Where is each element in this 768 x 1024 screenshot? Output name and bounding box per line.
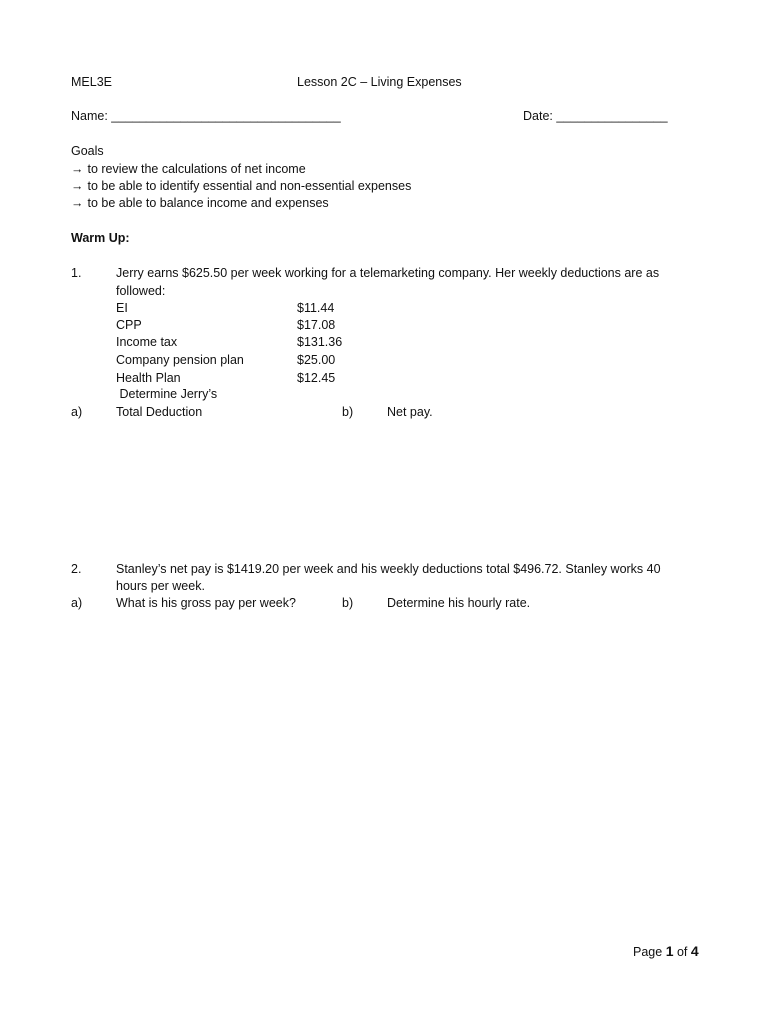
deduction-amount: $25.00 <box>297 353 336 367</box>
deduction-amount: $11.44 <box>297 301 335 315</box>
deduction-label: Health Plan <box>116 371 181 385</box>
q1-part-a-text: Total Deduction <box>116 405 203 419</box>
q2-text-line1: Stanley’s net pay is $1419.20 per week and his weekly deductions total $496.72. Stanley works 40 <box>116 562 661 576</box>
lesson-title: Lesson 2C – Living Expenses <box>297 75 462 89</box>
page-current: 1 <box>665 943 674 959</box>
goal-item <box>71 178 411 195</box>
name-field: Name: _________________________________ <box>71 109 341 123</box>
page-total: 4 <box>690 943 699 959</box>
q1-part-b-letter: b) <box>342 405 354 419</box>
q1-text-line1: Jerry earns $625.50 per week working for a telemarketing company. Her weekly deductions are as <box>116 266 660 280</box>
warmup-heading: Warm Up: <box>71 231 130 245</box>
goal-text: to be able to balance income and expenses <box>87 196 329 210</box>
q2-text-line2: hours per week. <box>116 579 205 593</box>
arrow-right-icon: → <box>71 162 84 176</box>
deduction-amount: $12.45 <box>297 371 336 385</box>
deduction-label: Income tax <box>116 335 178 349</box>
q1-part-a-letter: a) <box>71 405 83 419</box>
goal-text: to be able to identify essential and non-essential expenses <box>87 179 412 193</box>
deduction-label: CPP <box>116 318 142 332</box>
q2-number: 2. <box>71 562 82 576</box>
goals-title: Goals <box>71 144 104 158</box>
page-word: Page <box>633 945 663 959</box>
page-number <box>633 943 699 961</box>
of-word: of <box>676 945 688 959</box>
q2-part-a-text: What is his gross pay per week? <box>116 596 296 610</box>
course-code: MEL3E <box>71 75 112 89</box>
arrow-right-icon: → <box>71 196 84 210</box>
date-field: Date: ________________ <box>523 109 668 123</box>
arrow-right-icon: → <box>71 179 84 193</box>
q1-part-b-text: Net pay. <box>387 405 433 419</box>
goal-item <box>71 161 306 178</box>
q2-part-b-letter: b) <box>342 596 354 610</box>
goal-text: to review the calculations of net income <box>87 162 306 176</box>
deduction-label: Company pension plan <box>116 353 244 367</box>
q1-text-line2: followed: <box>116 284 166 298</box>
q2-part-a-letter: a) <box>71 596 83 610</box>
q1-determine: Determine Jerry’s <box>116 387 218 401</box>
q2-part-b-text: Determine his hourly rate. <box>387 596 531 610</box>
deduction-label: EI <box>116 301 128 315</box>
goal-item <box>71 195 329 212</box>
q1-number: 1. <box>71 266 82 280</box>
deduction-amount: $131.36 <box>297 335 343 349</box>
deduction-amount: $17.08 <box>297 318 336 332</box>
